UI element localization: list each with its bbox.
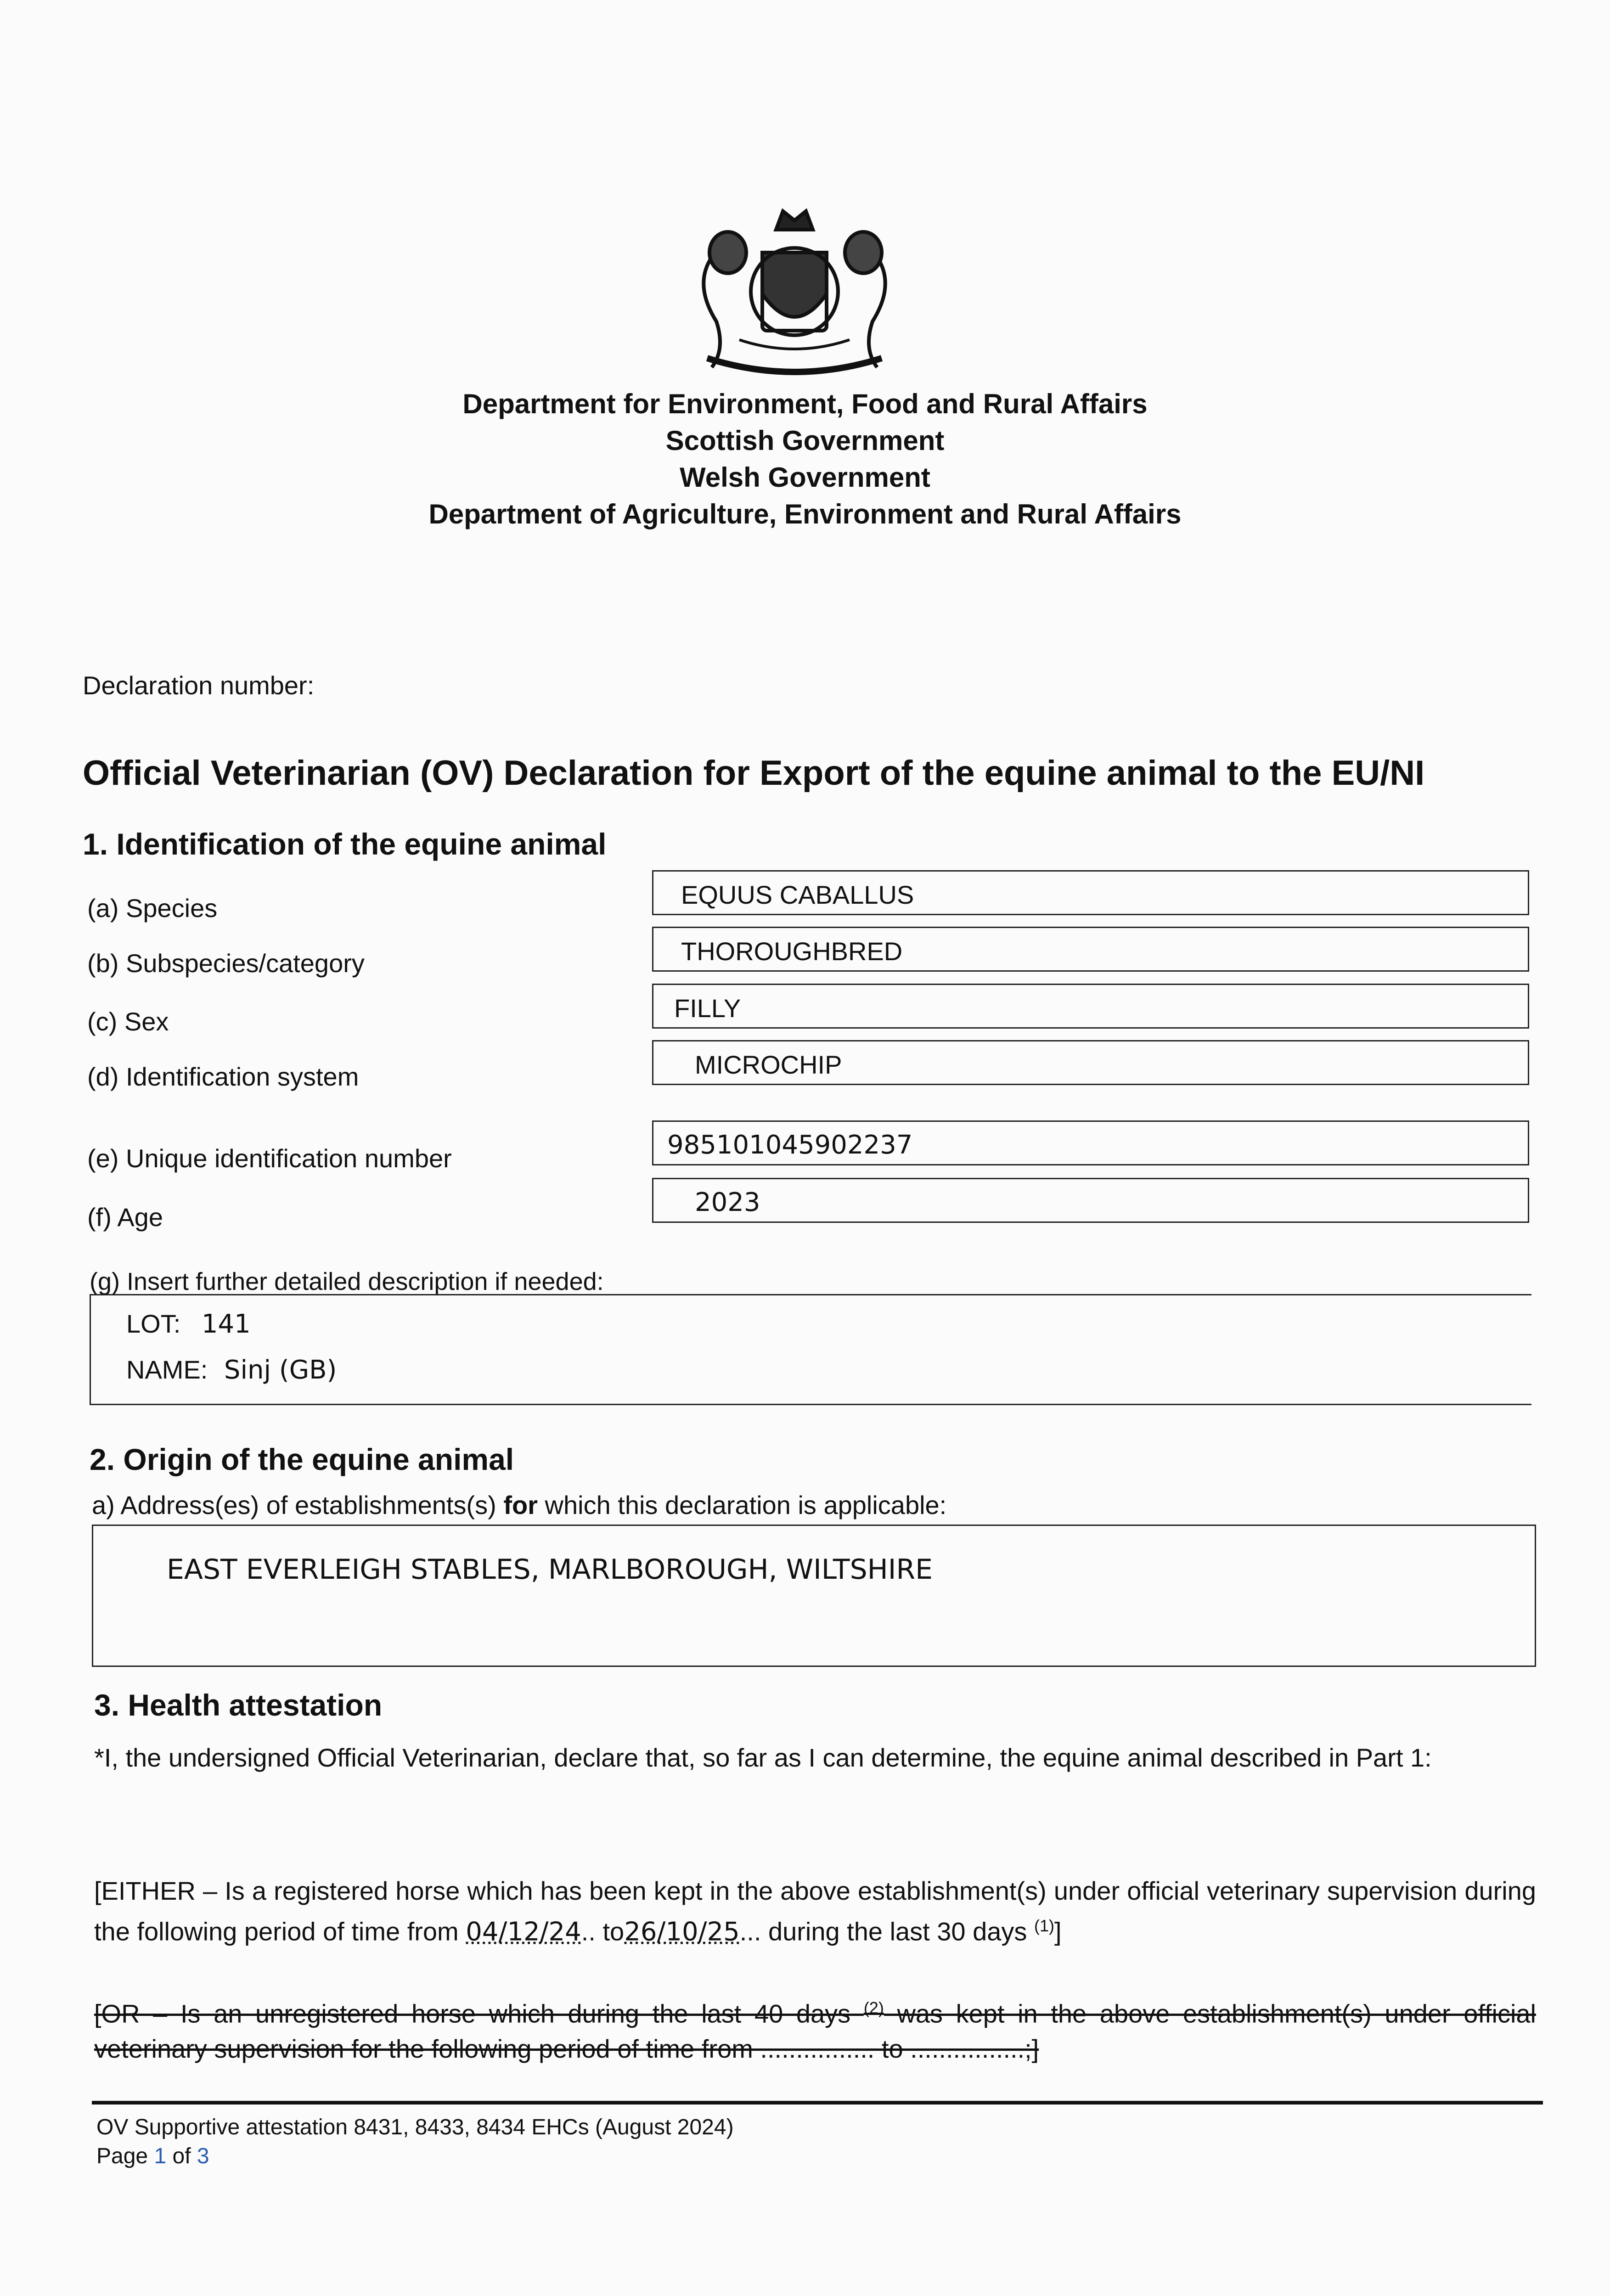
subspecies-field[interactable]	[652, 927, 1529, 972]
sex-label: (c) Sex	[87, 1007, 169, 1036]
age-field[interactable]	[652, 1178, 1529, 1223]
lot-row	[126, 1309, 251, 1339]
attestation-intro: *I, the undersigned Official Veterinarian, declare that, so far as I can determine, the equine animal described in Part 1:	[94, 1743, 1432, 1772]
species-field[interactable]	[652, 870, 1529, 915]
identification-system-label: (d) Identification system	[87, 1062, 359, 1091]
section-1-heading: 1. Identification of the equine animal	[83, 827, 607, 861]
identification-system-value: MICROCHIP	[695, 1050, 842, 1079]
name-label: NAME:	[126, 1355, 208, 1384]
description-label: (g) Insert further detailed description if needed:	[90, 1268, 604, 1295]
department-line-3: Welsh Government	[680, 462, 930, 493]
description-field[interactable]	[90, 1295, 1531, 1405]
page-total: 3	[197, 2144, 209, 2168]
sex-field[interactable]	[652, 984, 1529, 1029]
page-title: Official Veterinarian (OV) Declaration for Export of the equine animal to the EU/NI	[83, 754, 1425, 793]
date-from-value[interactable]: 04/12/24	[466, 1917, 581, 1947]
footer-reference: OV Supportive attestation 8431, 8433, 8434 EHCs (August 2024)	[96, 2115, 734, 2139]
department-line-4: Department of Agriculture, Environment and Rural Affairs	[428, 499, 1182, 529]
address-label	[92, 1490, 946, 1520]
unique-id-label: (e) Unique identification number	[87, 1144, 452, 1173]
species-label: (a) Species	[87, 894, 218, 923]
address-label-bold: for	[503, 1491, 538, 1519]
page-number: 1	[154, 2144, 167, 2168]
or-footnote-ref: (2)	[863, 1998, 884, 2017]
address-label-suffix: which this declaration is applicable:	[537, 1491, 947, 1519]
department-line-2: Scottish Government	[665, 425, 945, 456]
name-row	[126, 1355, 337, 1385]
address-value: EAST EVERLEIGH STABLES, MARLBOROUGH, WILTSHIRE	[167, 1553, 933, 1586]
age-value: 2023	[695, 1187, 760, 1217]
footer-rule	[92, 2101, 1543, 2105]
either-text: [EITHER – Is a registered horse which has been kept in the above establishment(s) under official veterinary supervision during the following period of time from	[94, 1876, 1536, 1946]
subspecies-value: THOROUGHBRED	[681, 937, 903, 966]
either-footnote-ref: (1)	[1034, 1916, 1054, 1935]
page-indicator	[96, 2144, 209, 2169]
sex-value: FILLY	[674, 994, 741, 1023]
lot-label: LOT:	[126, 1309, 181, 1338]
unique-id-field[interactable]	[652, 1120, 1529, 1165]
unique-id-value: 985101045902237	[667, 1130, 913, 1160]
section-3-heading: 3. Health attestation	[94, 1688, 383, 1722]
department-line-1: Department for Environment, Food and Rural Affairs	[462, 388, 1148, 419]
either-end-text: during the last 30 days	[768, 1917, 1027, 1946]
declaration-number-label: Declaration number:	[83, 671, 315, 700]
or-text-b: was kept in the above establishment(s) under official veterinary supervision for the following period of time from ................ to ................;]	[94, 1999, 1536, 2063]
subspecies-label: (b) Subspecies/category	[87, 949, 365, 978]
identification-system-field[interactable]	[652, 1040, 1529, 1085]
address-label-prefix: a) Address(es) of establishments(s)	[92, 1491, 504, 1519]
name-value: Sinj (GB)	[224, 1355, 337, 1385]
either-clause: [EITHER – Is a registered horse which has been kept in the above establishment(s) under official veterinary supervision during the following period of time from 04/12/24.. to26/10/25... during the last 30 days $^{(1)}$]	[94, 1876, 1536, 1947]
species-value: EQUUS CABALLUS	[681, 880, 914, 909]
section-2-heading: 2. Origin of the equine animal	[90, 1442, 514, 1476]
page-word: Page	[96, 2144, 148, 2168]
to-word: to	[602, 1917, 625, 1946]
date-to-value[interactable]: 26/10/25	[624, 1917, 740, 1947]
address-field[interactable]	[92, 1525, 1536, 1667]
or-clause-struck	[94, 1991, 1536, 2066]
lot-value: 141	[201, 1309, 251, 1339]
age-label: (f) Age	[87, 1203, 163, 1232]
royal-coat-of-arms-logo	[684, 202, 905, 386]
of-word: of	[172, 2144, 191, 2168]
or-text-a: [OR – Is an unregistered horse which during the last 40 days	[94, 1999, 851, 2028]
